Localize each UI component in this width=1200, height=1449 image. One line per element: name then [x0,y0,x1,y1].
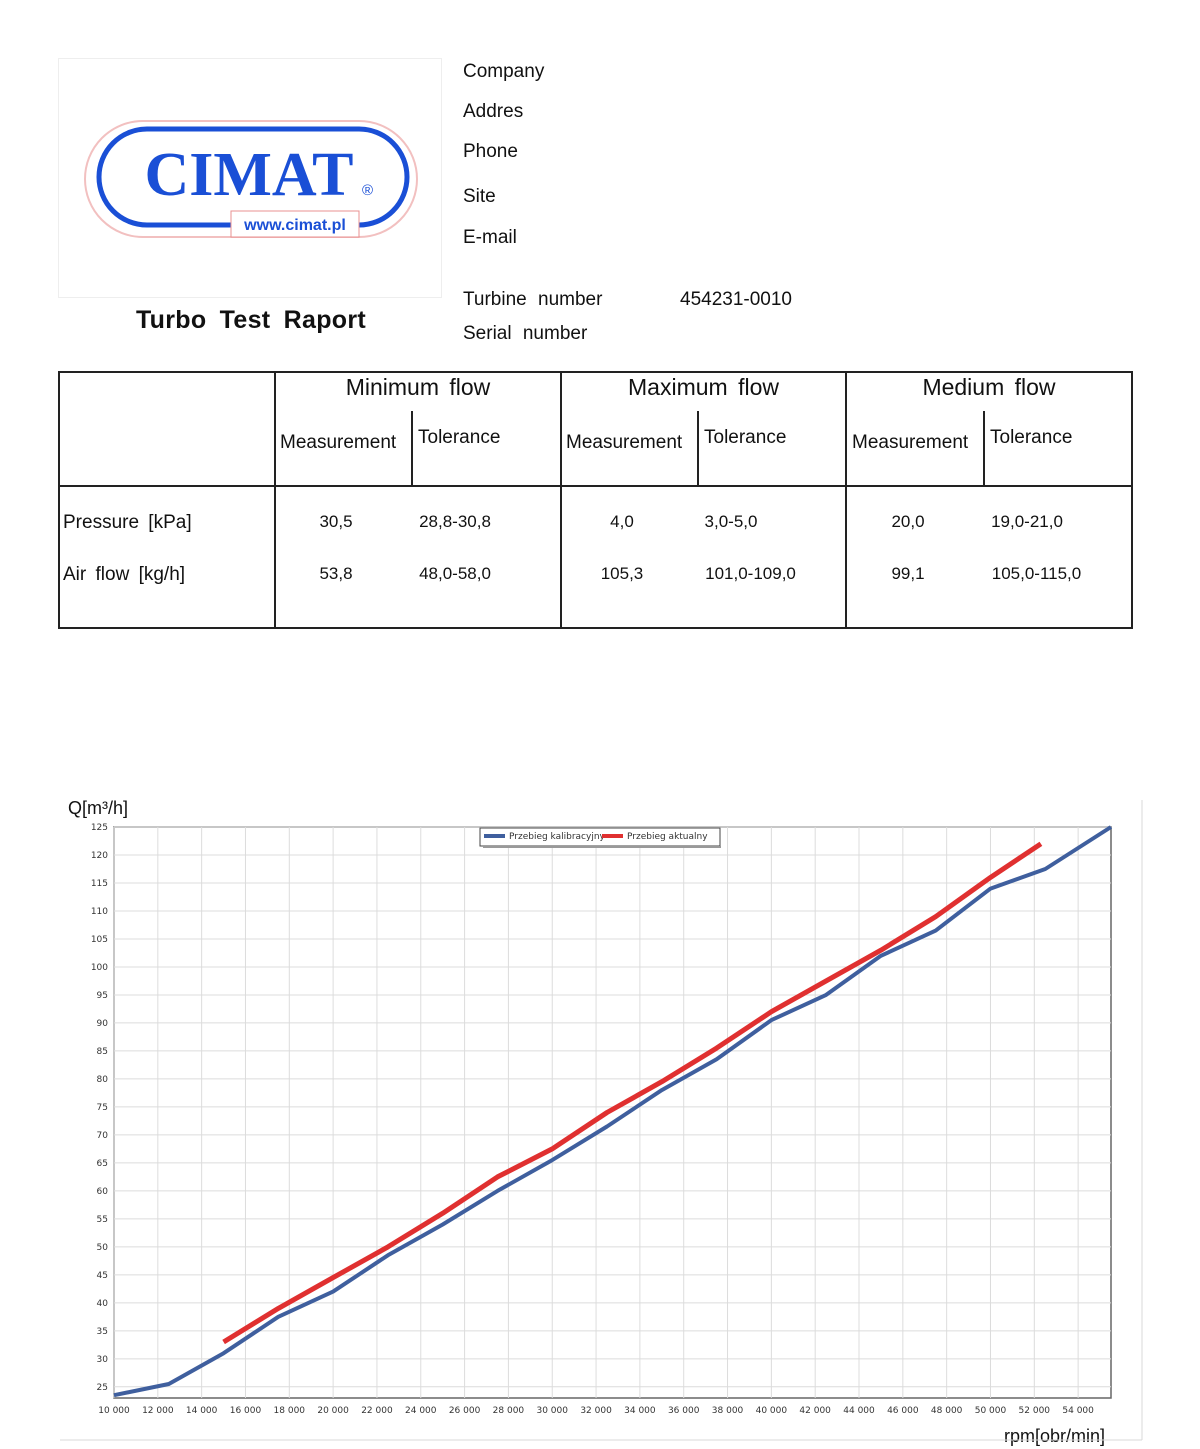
table-border-left [58,371,60,629]
x-tick-label: 38 000 [711,1406,744,1416]
serial-number-label: Serial number [463,323,588,344]
x-tick-label: 28 000 [492,1406,525,1416]
y-tick-label: 100 [90,962,108,973]
subheader-measurement: Measurement [852,432,969,453]
cell-min-airflow-tolerance: 48,0-58,0 [419,564,491,583]
y-tick-labels [91,823,108,1393]
x-tick-label: 20 000 [317,1406,349,1416]
table-border-bottom [58,627,1133,629]
logo-brand-text: CIMAT [144,141,354,209]
y-tick-label: 85 [96,1046,108,1057]
logo-registered-mark: ® [362,182,374,199]
x-tick-labels [98,1406,1094,1416]
y-tick-label: 30 [96,1354,108,1365]
x-tick-label: 32 000 [580,1406,612,1416]
flow-chart [60,800,1145,1445]
x-tick-label: 52 000 [1018,1406,1051,1416]
phone-label: Phone [463,141,518,162]
email-label: E-mail [463,227,517,248]
y-tick-label: 35 [96,1326,108,1337]
cell-min-airflow-measurement: 53,8 [319,564,353,583]
x-tick-label: 18 000 [273,1406,306,1416]
results-table [0,0,1200,640]
cell-max-pressure-tolerance: 3,0-5,0 [704,512,758,531]
x-tick-label: 36 000 [667,1406,700,1416]
y-tick-label: 110 [90,906,108,917]
chart-y-axis-label: Q[m³/h] [68,798,129,818]
header-medium-flow: Medium flow [922,374,1056,400]
header-maximum-flow: Maximum flow [628,374,779,400]
x-tick-label: 26 000 [448,1406,481,1416]
logo-website: www.cimat.pl [244,217,346,234]
cell-med-pressure-tolerance: 19,0-21,0 [991,512,1063,531]
x-tick-label: 14 000 [185,1406,218,1416]
y-tick-label: 105 [90,934,108,945]
table-subcol-divider [411,411,413,487]
legend-label-calibration: Przebieg kalibracyjny [509,832,605,842]
y-tick-label: 80 [96,1074,108,1085]
table-header-divider [58,485,1133,487]
x-tick-label: 34 000 [624,1406,656,1416]
y-tick-label: 95 [96,990,108,1001]
y-tick-label: 120 [90,850,108,861]
turbine-number-value: 454231-0010 [680,289,792,310]
company-label: Company [463,61,545,82]
table-border-right [1131,371,1133,629]
table-subcol-divider [697,411,699,487]
x-tick-label: 46 000 [887,1406,919,1416]
legend-label-actual: Przebieg aktualny [627,832,708,842]
x-tick-label: 12 000 [142,1406,174,1416]
y-tick-label: 55 [96,1214,108,1225]
chart-legend [480,828,721,847]
x-tick-label: 42 000 [799,1406,831,1416]
cell-med-pressure-measurement: 20,0 [891,512,925,531]
row-label-pressure: Pressure [kPa] [63,512,192,533]
x-tick-label: 48 000 [930,1406,963,1416]
site-label: Site [463,186,496,207]
y-tick-label: 65 [96,1158,108,1169]
y-tick-label: 40 [96,1298,108,1309]
address-label: Addres [463,101,524,122]
x-tick-label: 24 000 [405,1406,437,1416]
y-tick-label: 70 [96,1130,108,1141]
x-tick-label: 22 000 [361,1406,393,1416]
table-subcol-divider [983,411,985,487]
x-tick-label: 30 000 [536,1406,568,1416]
y-tick-label: 60 [96,1186,108,1197]
row-label-airflow: Air flow [kg/h] [63,564,186,585]
table-border-top [58,371,1133,373]
cell-med-airflow-measurement: 99,1 [891,564,925,583]
subheader-tolerance: Tolerance [418,427,501,448]
y-tick-label: 50 [96,1242,108,1253]
y-tick-label: 75 [96,1102,108,1113]
header-minimum-flow: Minimum flow [345,374,491,400]
table-col-divider [274,371,276,629]
cell-max-pressure-measurement: 4,0 [610,512,634,531]
table-col-divider [560,371,562,629]
table-col-divider [845,371,847,629]
subheader-tolerance: Tolerance [990,427,1073,448]
y-tick-label: 115 [90,878,108,889]
y-tick-label: 90 [96,1018,108,1029]
cell-max-airflow-tolerance: 101,0-109,0 [705,564,796,583]
y-tick-label: 45 [96,1270,108,1281]
x-tick-label: 10 000 [98,1406,130,1416]
x-tick-label: 16 000 [229,1406,262,1416]
subheader-measurement: Measurement [566,432,683,453]
y-tick-label: 125 [90,823,108,833]
cell-min-pressure-measurement: 30,5 [319,512,353,531]
cell-min-pressure-tolerance: 28,8-30,8 [419,512,491,531]
y-tick-label: 25 [96,1382,108,1393]
cell-max-airflow-measurement: 105,3 [600,564,644,583]
x-tick-label: 54 000 [1062,1406,1094,1416]
report-title: Turbo Test Raport [135,306,367,334]
chart-x-axis-label: rpm[obr/min] [1004,1426,1106,1446]
x-tick-label: 44 000 [843,1406,875,1416]
cell-med-airflow-tolerance: 105,0-115,0 [991,564,1082,583]
x-tick-label: 50 000 [974,1406,1007,1416]
x-tick-label: 40 000 [755,1406,788,1416]
subheader-tolerance: Tolerance [704,427,787,448]
turbine-number-label: Turbine number [463,289,603,310]
subheader-measurement: Measurement [280,432,397,453]
